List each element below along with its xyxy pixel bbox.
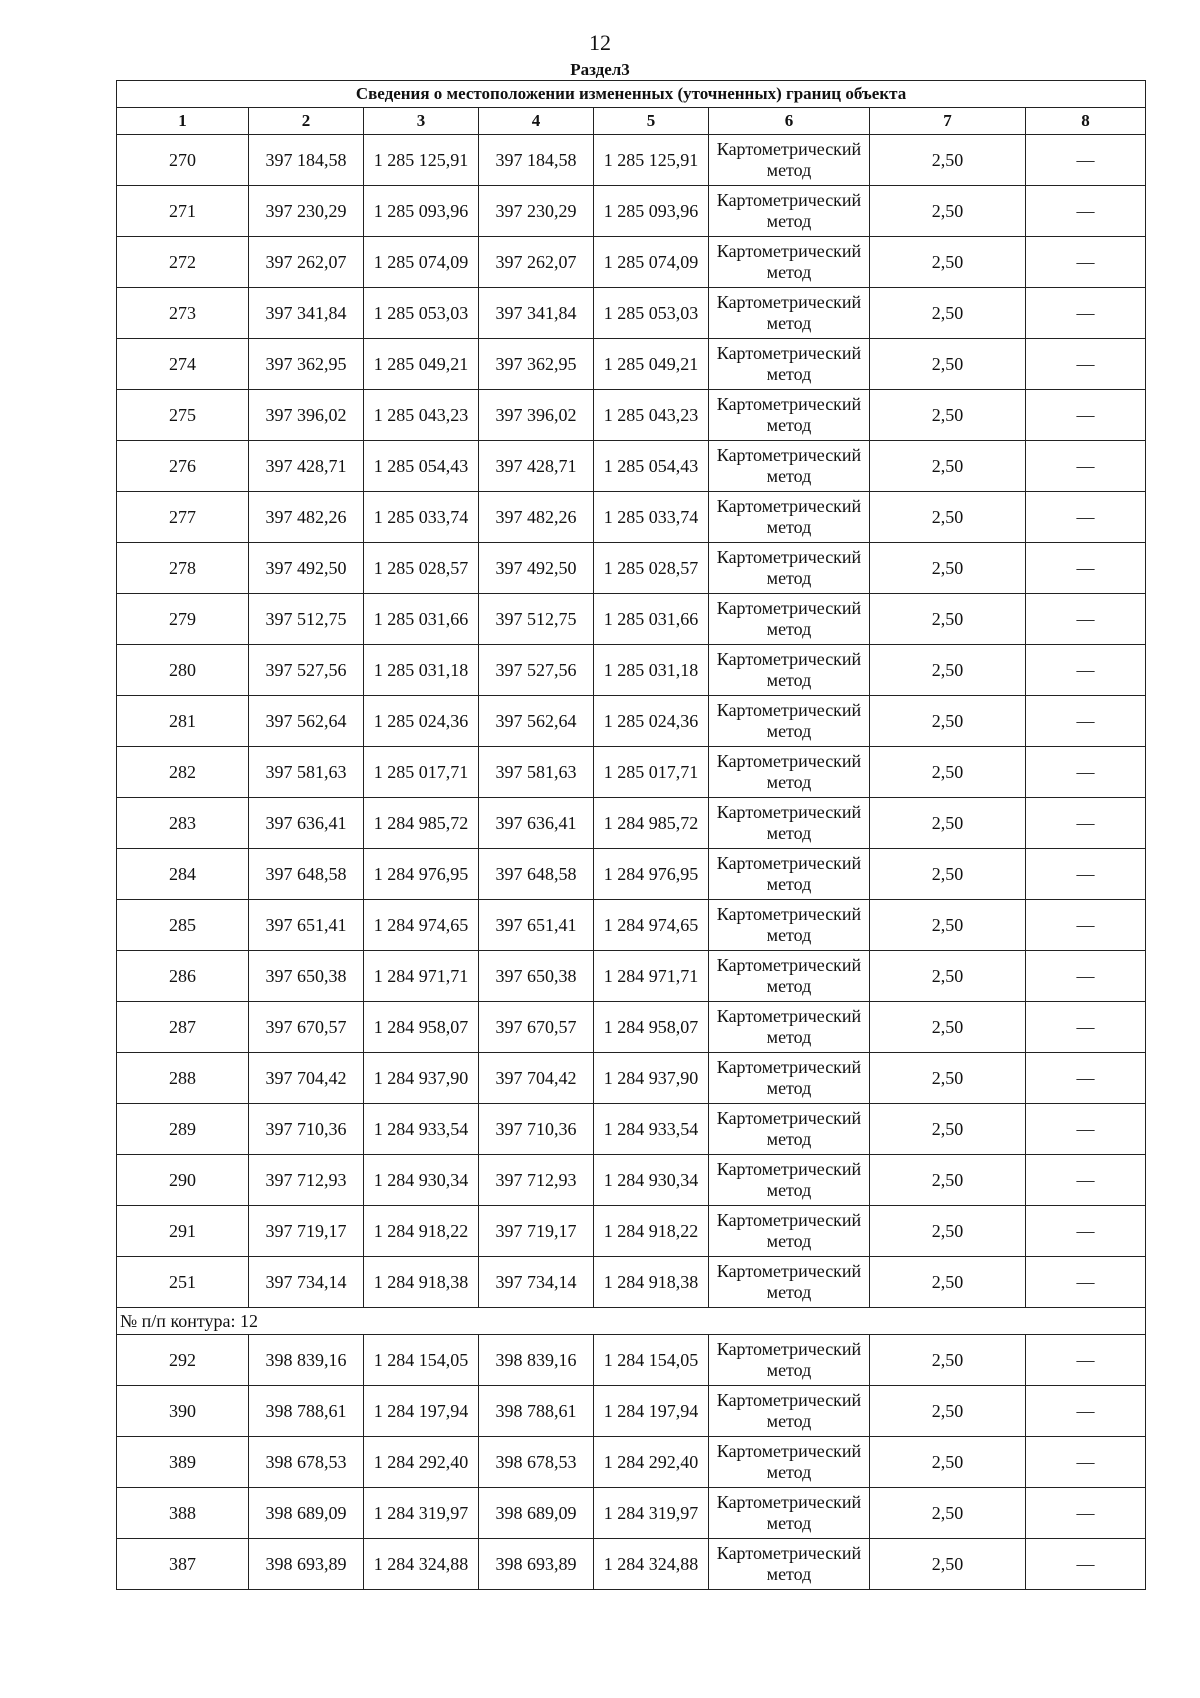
table-row [117,1053,1146,1104]
point-description-cell: — [1026,798,1146,849]
point-number-cell: 276 [117,441,249,492]
point-number-cell: 281 [117,696,249,747]
existing-x-cell: 397 719,17 [249,1206,364,1257]
existing-x-cell: 397 562,64 [249,696,364,747]
table-row [117,1539,1146,1590]
existing-x-cell: 397 341,84 [249,288,364,339]
point-description-cell: — [1026,390,1146,441]
point-description-cell: — [1026,900,1146,951]
existing-y-cell: 1 284 197,94 [364,1386,479,1437]
table-caption-row [117,81,1146,108]
refined-x-cell: 398 693,89 [479,1539,594,1590]
accuracy-cell: 2,50 [870,1488,1026,1539]
point-number-cell: 280 [117,645,249,696]
point-number-cell: 275 [117,390,249,441]
point-number-cell: 274 [117,339,249,390]
contour-section [117,1308,1146,1335]
point-description-cell: — [1026,594,1146,645]
existing-y-cell: 1 285 074,09 [364,237,479,288]
refined-y-cell: 1 285 125,91 [594,135,709,186]
existing-y-cell: 1 285 031,66 [364,594,479,645]
point-description-cell: — [1026,645,1146,696]
refined-y-cell: 1 285 031,66 [594,594,709,645]
refined-x-cell: 397 704,42 [479,1053,594,1104]
point-number-cell: 389 [117,1437,249,1488]
method-cell: Картометрический метод [709,288,870,339]
column-number-row [117,108,1146,135]
method-cell: Картометрический метод [709,849,870,900]
refined-y-cell: 1 285 093,96 [594,186,709,237]
accuracy-cell: 2,50 [870,1053,1026,1104]
refined-y-cell: 1 285 028,57 [594,543,709,594]
method-cell: Картометрический метод [709,492,870,543]
accuracy-cell: 2,50 [870,390,1026,441]
refined-x-cell: 397 230,29 [479,186,594,237]
column-number: 7 [870,108,1026,135]
table-body-group-2 [117,1335,1146,1590]
accuracy-cell: 2,50 [870,492,1026,543]
method-cell: Картометрический метод [709,951,870,1002]
point-number-cell: 285 [117,900,249,951]
method-cell: Картометрический метод [709,441,870,492]
refined-x-cell: 397 562,64 [479,696,594,747]
table-row [117,135,1146,186]
point-number-cell: 290 [117,1155,249,1206]
method-cell: Картометрический метод [709,1104,870,1155]
refined-y-cell: 1 284 197,94 [594,1386,709,1437]
existing-x-cell: 397 482,26 [249,492,364,543]
point-number-cell: 273 [117,288,249,339]
method-cell: Картометрический метод [709,1437,870,1488]
column-number: 3 [364,108,479,135]
point-description-cell: — [1026,1257,1146,1308]
existing-y-cell: 1 284 933,54 [364,1104,479,1155]
refined-y-cell: 1 284 971,71 [594,951,709,1002]
accuracy-cell: 2,50 [870,237,1026,288]
existing-y-cell: 1 284 918,38 [364,1257,479,1308]
refined-x-cell: 397 670,57 [479,1002,594,1053]
accuracy-cell: 2,50 [870,1206,1026,1257]
point-number-cell: 284 [117,849,249,900]
method-cell: Картометрический метод [709,594,870,645]
point-description-cell: — [1026,696,1146,747]
method-cell: Картометрический метод [709,339,870,390]
existing-y-cell: 1 284 976,95 [364,849,479,900]
existing-x-cell: 397 396,02 [249,390,364,441]
point-description-cell: — [1026,237,1146,288]
accuracy-cell: 2,50 [870,543,1026,594]
method-cell: Картометрический метод [709,186,870,237]
existing-y-cell: 1 285 093,96 [364,186,479,237]
point-number-cell: 289 [117,1104,249,1155]
point-description-cell: — [1026,1437,1146,1488]
existing-y-cell: 1 285 043,23 [364,390,479,441]
point-number-cell: 292 [117,1335,249,1386]
existing-y-cell: 1 284 930,34 [364,1155,479,1206]
column-number: 2 [249,108,364,135]
table-row [117,1437,1146,1488]
accuracy-cell: 2,50 [870,900,1026,951]
existing-x-cell: 397 650,38 [249,951,364,1002]
point-number-cell: 251 [117,1257,249,1308]
table-row [117,1206,1146,1257]
coordinates-table [116,80,1146,1590]
existing-x-cell: 398 693,89 [249,1539,364,1590]
existing-x-cell: 397 512,75 [249,594,364,645]
method-cell: Картометрический метод [709,1206,870,1257]
table-row [117,1002,1146,1053]
refined-x-cell: 397 710,36 [479,1104,594,1155]
table-row [117,543,1146,594]
page-number: 12 [589,30,611,55]
accuracy-cell: 2,50 [870,798,1026,849]
accuracy-cell: 2,50 [870,441,1026,492]
existing-x-cell: 397 581,63 [249,747,364,798]
method-cell: Картометрический метод [709,237,870,288]
point-number-cell: 279 [117,594,249,645]
existing-y-cell: 1 284 974,65 [364,900,479,951]
table-row [117,237,1146,288]
method-cell: Картометрический метод [709,1155,870,1206]
existing-x-cell: 397 712,93 [249,1155,364,1206]
point-description-cell: — [1026,1104,1146,1155]
refined-y-cell: 1 285 033,74 [594,492,709,543]
existing-y-cell: 1 284 958,07 [364,1002,479,1053]
point-number-cell: 282 [117,747,249,798]
refined-y-cell: 1 284 985,72 [594,798,709,849]
point-number-cell: 287 [117,1002,249,1053]
accuracy-cell: 2,50 [870,1104,1026,1155]
table-row [117,1386,1146,1437]
accuracy-cell: 2,50 [870,1257,1026,1308]
point-number-cell: 390 [117,1386,249,1437]
existing-x-cell: 397 636,41 [249,798,364,849]
point-number-cell: 270 [117,135,249,186]
refined-y-cell: 1 285 024,36 [594,696,709,747]
table-row [117,696,1146,747]
existing-y-cell: 1 284 319,97 [364,1488,479,1539]
existing-y-cell: 1 285 017,71 [364,747,479,798]
point-number-cell: 283 [117,798,249,849]
existing-x-cell: 397 428,71 [249,441,364,492]
table-row [117,645,1146,696]
table-row [117,747,1146,798]
refined-x-cell: 397 482,26 [479,492,594,543]
accuracy-cell: 2,50 [870,1437,1026,1488]
existing-y-cell: 1 285 125,91 [364,135,479,186]
table-caption: Сведения о местоположении измененных (уточненных) границ объекта [117,81,1146,108]
accuracy-cell: 2,50 [870,645,1026,696]
accuracy-cell: 2,50 [870,594,1026,645]
refined-y-cell: 1 284 319,97 [594,1488,709,1539]
refined-x-cell: 397 651,41 [479,900,594,951]
existing-y-cell: 1 285 054,43 [364,441,479,492]
column-number: 1 [117,108,249,135]
point-description-cell: — [1026,1335,1146,1386]
existing-x-cell: 398 689,09 [249,1488,364,1539]
point-number-cell: 272 [117,237,249,288]
column-number: 6 [709,108,870,135]
existing-x-cell: 397 527,56 [249,645,364,696]
existing-y-cell: 1 284 918,22 [364,1206,479,1257]
refined-x-cell: 397 648,58 [479,849,594,900]
method-cell: Картометрический метод [709,1257,870,1308]
table-row [117,798,1146,849]
accuracy-cell: 2,50 [870,339,1026,390]
existing-y-cell: 1 285 031,18 [364,645,479,696]
table-row [117,441,1146,492]
existing-x-cell: 397 704,42 [249,1053,364,1104]
refined-x-cell: 397 512,75 [479,594,594,645]
contour-row [117,1308,1146,1335]
table-row [117,1335,1146,1386]
refined-y-cell: 1 284 918,22 [594,1206,709,1257]
existing-y-cell: 1 285 053,03 [364,288,479,339]
accuracy-cell: 2,50 [870,1155,1026,1206]
refined-y-cell: 1 284 154,05 [594,1335,709,1386]
accuracy-cell: 2,50 [870,1386,1026,1437]
refined-y-cell: 1 285 031,18 [594,645,709,696]
point-number-cell: 288 [117,1053,249,1104]
refined-y-cell: 1 285 049,21 [594,339,709,390]
existing-x-cell: 397 262,07 [249,237,364,288]
point-description-cell: — [1026,135,1146,186]
existing-y-cell: 1 284 292,40 [364,1437,479,1488]
existing-y-cell: 1 285 028,57 [364,543,479,594]
refined-x-cell: 397 719,17 [479,1206,594,1257]
refined-x-cell: 398 788,61 [479,1386,594,1437]
refined-x-cell: 398 689,09 [479,1488,594,1539]
refined-x-cell: 397 362,95 [479,339,594,390]
method-cell: Картометрический метод [709,1488,870,1539]
existing-y-cell: 1 284 154,05 [364,1335,479,1386]
refined-y-cell: 1 284 933,54 [594,1104,709,1155]
refined-y-cell: 1 284 918,38 [594,1257,709,1308]
point-description-cell: — [1026,1155,1146,1206]
refined-y-cell: 1 284 292,40 [594,1437,709,1488]
existing-x-cell: 397 670,57 [249,1002,364,1053]
refined-x-cell: 397 581,63 [479,747,594,798]
column-number: 8 [1026,108,1146,135]
point-description-cell: — [1026,1386,1146,1437]
accuracy-cell: 2,50 [870,1539,1026,1590]
refined-x-cell: 397 650,38 [479,951,594,1002]
method-cell: Картометрический метод [709,747,870,798]
method-cell: Картометрический метод [709,1053,870,1104]
refined-y-cell: 1 284 930,34 [594,1155,709,1206]
table-row [117,288,1146,339]
refined-x-cell: 398 839,16 [479,1335,594,1386]
refined-x-cell: 397 492,50 [479,543,594,594]
point-description-cell: — [1026,1488,1146,1539]
existing-y-cell: 1 284 937,90 [364,1053,479,1104]
existing-y-cell: 1 284 985,72 [364,798,479,849]
point-number-cell: 277 [117,492,249,543]
method-cell: Картометрический метод [709,1335,870,1386]
existing-x-cell: 397 710,36 [249,1104,364,1155]
method-cell: Картометрический метод [709,900,870,951]
table-row [117,900,1146,951]
table-row [117,1488,1146,1539]
accuracy-cell: 2,50 [870,951,1026,1002]
accuracy-cell: 2,50 [870,186,1026,237]
table-row [117,186,1146,237]
refined-y-cell: 1 284 937,90 [594,1053,709,1104]
refined-x-cell: 398 678,53 [479,1437,594,1488]
existing-x-cell: 397 362,95 [249,339,364,390]
method-cell: Картометрический метод [709,390,870,441]
refined-x-cell: 397 712,93 [479,1155,594,1206]
existing-x-cell: 397 734,14 [249,1257,364,1308]
point-description-cell: — [1026,747,1146,798]
table-row [117,951,1146,1002]
accuracy-cell: 2,50 [870,849,1026,900]
existing-x-cell: 397 648,58 [249,849,364,900]
point-description-cell: — [1026,849,1146,900]
point-description-cell: — [1026,492,1146,543]
refined-y-cell: 1 284 976,95 [594,849,709,900]
point-description-cell: — [1026,441,1146,492]
refined-y-cell: 1 285 053,03 [594,288,709,339]
table-row [117,849,1146,900]
table-row [117,390,1146,441]
refined-y-cell: 1 285 017,71 [594,747,709,798]
point-number-cell: 271 [117,186,249,237]
existing-x-cell: 398 678,53 [249,1437,364,1488]
point-description-cell: — [1026,339,1146,390]
table-row [117,492,1146,543]
point-number-cell: 387 [117,1539,249,1590]
table-row [117,339,1146,390]
table-row [117,1104,1146,1155]
accuracy-cell: 2,50 [870,1002,1026,1053]
point-description-cell: — [1026,1053,1146,1104]
accuracy-cell: 2,50 [870,135,1026,186]
refined-x-cell: 397 636,41 [479,798,594,849]
refined-x-cell: 397 428,71 [479,441,594,492]
accuracy-cell: 2,50 [870,1335,1026,1386]
existing-x-cell: 397 492,50 [249,543,364,594]
method-cell: Картометрический метод [709,135,870,186]
existing-y-cell: 1 285 049,21 [364,339,479,390]
point-description-cell: — [1026,186,1146,237]
method-cell: Картометрический метод [709,1002,870,1053]
existing-x-cell: 398 788,61 [249,1386,364,1437]
refined-x-cell: 397 734,14 [479,1257,594,1308]
refined-y-cell: 1 285 043,23 [594,390,709,441]
refined-y-cell: 1 284 958,07 [594,1002,709,1053]
existing-x-cell: 397 230,29 [249,186,364,237]
table-row [117,1155,1146,1206]
accuracy-cell: 2,50 [870,696,1026,747]
existing-x-cell: 397 651,41 [249,900,364,951]
refined-x-cell: 397 527,56 [479,645,594,696]
refined-x-cell: 397 341,84 [479,288,594,339]
refined-x-cell: 397 262,07 [479,237,594,288]
column-number: 4 [479,108,594,135]
point-number-cell: 286 [117,951,249,1002]
point-description-cell: — [1026,1539,1146,1590]
existing-y-cell: 1 284 324,88 [364,1539,479,1590]
point-number-cell: 291 [117,1206,249,1257]
method-cell: Картометрический метод [709,1539,870,1590]
point-number-cell: 278 [117,543,249,594]
point-description-cell: — [1026,543,1146,594]
refined-y-cell: 1 285 054,43 [594,441,709,492]
refined-x-cell: 397 396,02 [479,390,594,441]
point-description-cell: — [1026,951,1146,1002]
existing-y-cell: 1 285 024,36 [364,696,479,747]
point-description-cell: — [1026,288,1146,339]
accuracy-cell: 2,50 [870,288,1026,339]
method-cell: Картометрический метод [709,1386,870,1437]
existing-x-cell: 398 839,16 [249,1335,364,1386]
existing-y-cell: 1 284 971,71 [364,951,479,1002]
table-row [117,1257,1146,1308]
refined-y-cell: 1 284 324,88 [594,1539,709,1590]
refined-y-cell: 1 285 074,09 [594,237,709,288]
refined-x-cell: 397 184,58 [479,135,594,186]
accuracy-cell: 2,50 [870,747,1026,798]
method-cell: Картометрический метод [709,798,870,849]
point-number-cell: 388 [117,1488,249,1539]
existing-x-cell: 397 184,58 [249,135,364,186]
refined-y-cell: 1 284 974,65 [594,900,709,951]
contour-label: № п/п контура: 12 [117,1308,1146,1335]
point-description-cell: — [1026,1206,1146,1257]
method-cell: Картометрический метод [709,645,870,696]
point-description-cell: — [1026,1002,1146,1053]
existing-y-cell: 1 285 033,74 [364,492,479,543]
method-cell: Картометрический метод [709,543,870,594]
column-number: 5 [594,108,709,135]
table-row [117,594,1146,645]
method-cell: Картометрический метод [709,696,870,747]
section-title: Раздел3 [570,60,630,79]
table-body-group-1 [117,135,1146,1308]
